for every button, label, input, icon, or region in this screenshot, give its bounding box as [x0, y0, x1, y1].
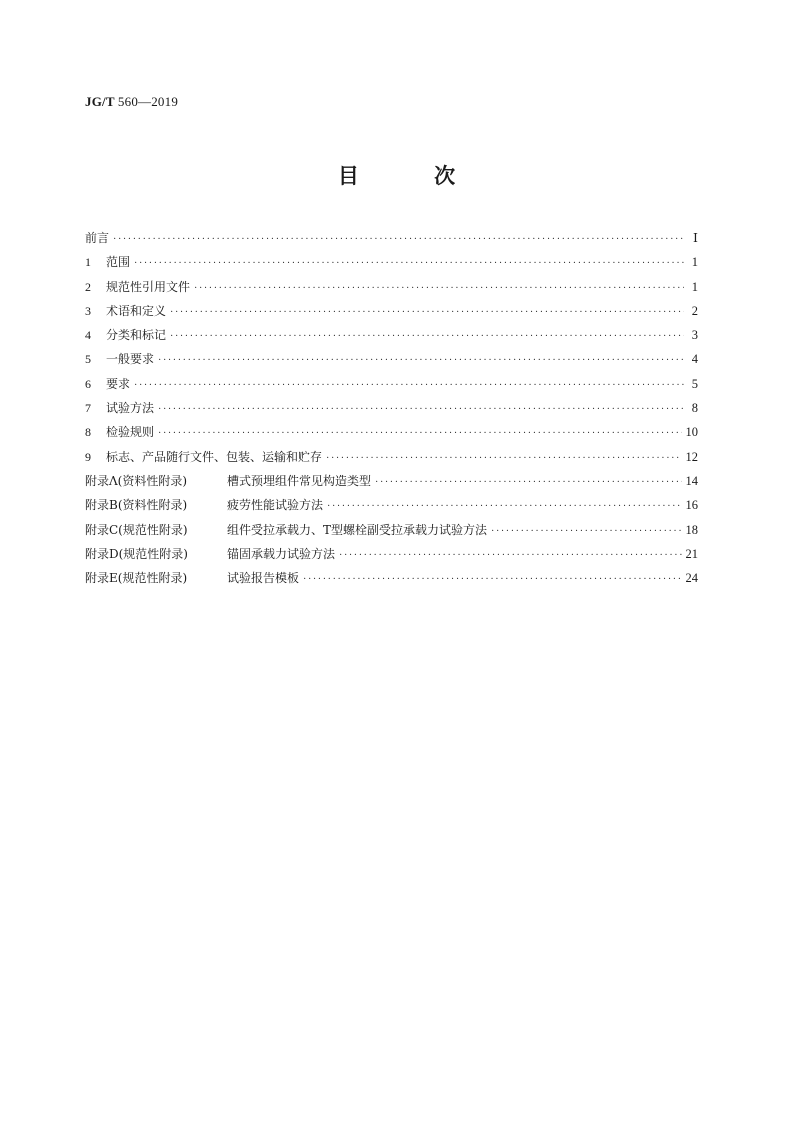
toc-entry-title: 检验规则: [106, 425, 155, 440]
toc-page-number: 8: [691, 401, 698, 416]
toc-appendix-label: 附录E(规范性附录): [85, 571, 188, 586]
toc-entry-1[interactable]: [85, 250, 698, 274]
table-of-contents: [85, 226, 698, 590]
toc-page-number: 3: [691, 328, 698, 343]
toc-appendix-label: 附录B(资料性附录): [85, 498, 188, 513]
toc-entry-number: 9: [85, 449, 91, 464]
toc-leader-dots: [326, 447, 681, 471]
toc-entry-9[interactable]: [85, 445, 698, 469]
toc-leader-dots: [134, 252, 684, 276]
toc-entry-number: 4: [85, 328, 91, 343]
toc-entry-title: 术语和定义: [106, 303, 167, 318]
toc-entry-number: 8: [85, 425, 91, 440]
toc-entry-foreword[interactable]: [85, 226, 698, 250]
standard-number: 560—2019: [117, 94, 179, 109]
toc-entry-title: 范围: [106, 255, 131, 270]
toc-entry-title: 要求: [106, 376, 131, 391]
toc-entry-8[interactable]: [85, 420, 698, 444]
standard-code: [85, 94, 178, 110]
page-title: 目 次: [337, 164, 490, 188]
toc-leader-dots: [158, 422, 681, 446]
toc-entry-title: 分类和标记: [106, 328, 167, 343]
toc-entry-title: 试验方法: [106, 401, 155, 416]
toc-entry-number: 3: [85, 303, 91, 318]
toc-leader-dots: [158, 398, 684, 422]
toc-entry-appendix-e[interactable]: [85, 566, 698, 590]
standard-prefix: JG/T: [85, 94, 115, 109]
toc-page-number: Ⅰ: [693, 231, 698, 245]
toc-page-number: 4: [691, 352, 698, 367]
toc-leader-dots: [134, 374, 684, 398]
toc-page-number: 12: [685, 449, 698, 464]
toc-leader-dots: [194, 277, 684, 301]
toc-page-number: 1: [691, 255, 698, 270]
toc-page-number: 24: [685, 571, 698, 586]
toc-leader-dots: [339, 544, 681, 568]
toc-appendix-label: 附录D(规范性附录): [85, 546, 188, 561]
toc-appendix-label: 附录Λ(资料性附录): [85, 473, 188, 488]
toc-entry-title: 疲劳性能试验方法: [227, 498, 324, 513]
toc-entry-title: 标志、产品随行文件、包装、运输和贮存: [106, 449, 323, 464]
toc-entry-appendix-d[interactable]: [85, 542, 698, 566]
toc-entry-number: 2: [85, 279, 91, 294]
toc-leader-dots: [491, 520, 681, 544]
toc-entry-4[interactable]: [85, 323, 698, 347]
toc-page-number: 18: [685, 522, 698, 537]
toc-entry-6[interactable]: [85, 372, 698, 396]
toc-page-number: 2: [691, 303, 698, 318]
toc-page-number: 10: [685, 425, 698, 440]
toc-entry-number: 6: [85, 376, 91, 391]
toc-entry-number: 5: [85, 352, 91, 367]
toc-entry-title: 组件受拉承载力、T型螺栓副受拉承载力试验方法: [227, 522, 488, 537]
toc-page-number: 14: [685, 473, 698, 488]
toc-entry-7[interactable]: [85, 396, 698, 420]
toc-leader-dots: [327, 495, 681, 519]
toc-entry-appendix-a[interactable]: [85, 469, 698, 493]
toc-page-number: 16: [685, 498, 698, 513]
toc-entry-3[interactable]: [85, 299, 698, 323]
toc-entry-2[interactable]: [85, 275, 698, 299]
toc-leader-dots: [303, 568, 681, 592]
toc-leader-dots: [170, 325, 684, 349]
toc-entry-title: 槽式预埋组件常见构造类型: [227, 473, 372, 488]
toc-page-number: 5: [691, 376, 698, 391]
toc-entry-title: 一般要求: [106, 352, 155, 367]
toc-entry-number: 1: [85, 255, 91, 270]
toc-entry-5[interactable]: [85, 347, 698, 371]
toc-leader-dots: [113, 228, 684, 252]
toc-entry-title: 锚固承载力试验方法: [227, 546, 336, 561]
toc-entry-appendix-b[interactable]: [85, 493, 698, 517]
toc-entry-title: 试验报告模板: [227, 571, 300, 586]
toc-entry-appendix-c[interactable]: [85, 518, 698, 542]
toc-entry-title: 前言: [85, 231, 110, 245]
toc-appendix-label: 附录C(规范性附录): [85, 522, 188, 537]
toc-leader-dots: [158, 349, 684, 373]
toc-entry-title: 规范性引用文件: [106, 279, 191, 294]
toc-page-number: 21: [685, 546, 698, 561]
toc-leader-dots: [375, 471, 681, 495]
toc-page-number: 1: [691, 279, 698, 294]
toc-entry-number: 7: [85, 401, 91, 416]
toc-leader-dots: [170, 301, 684, 325]
